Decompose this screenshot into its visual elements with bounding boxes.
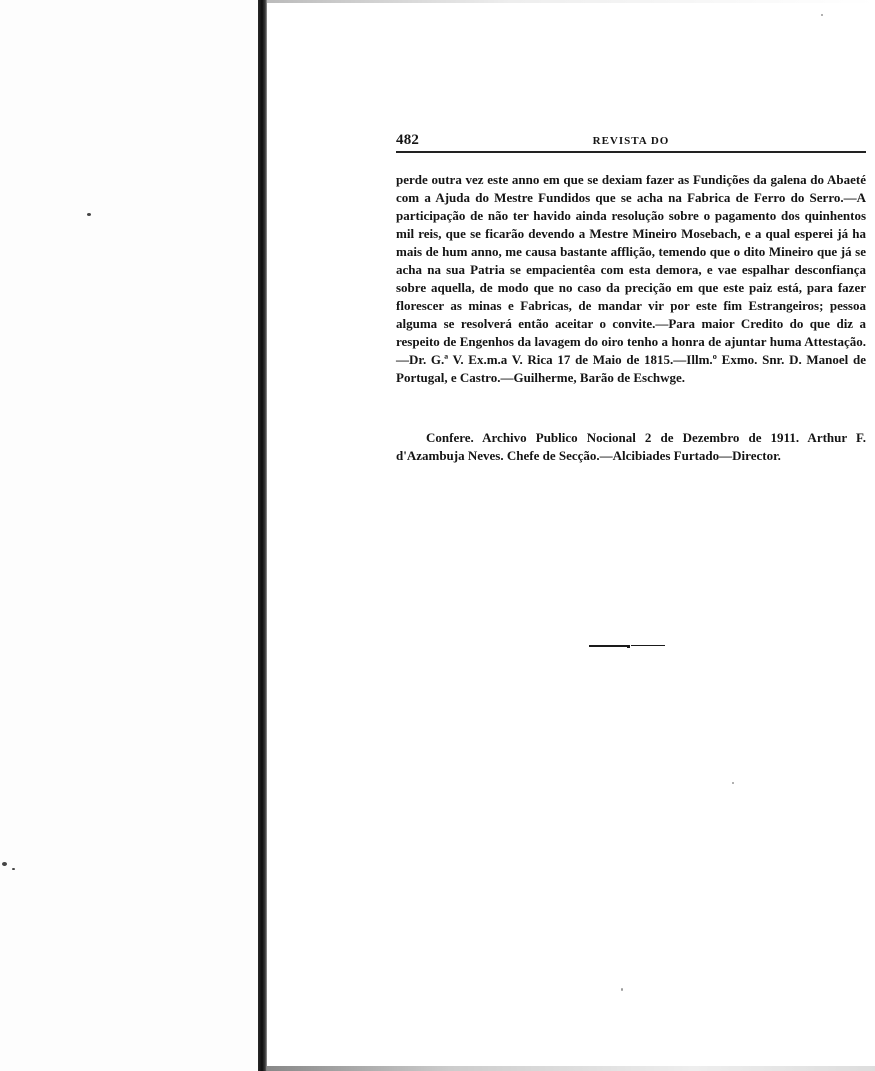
left-page-speck <box>87 213 91 216</box>
page-speck <box>621 988 623 991</box>
conference-note <box>396 429 866 465</box>
ornament-bar <box>589 645 629 647</box>
left-page-speck <box>2 862 7 866</box>
conference-paragraph: Confere. Archivo Publico Nocional 2 de Dezembro de 1911. Arthur F. d'Azambuja Neves. Chefe de Secção.—Alcibiades Furtado—Director. <box>396 430 866 463</box>
main-text <box>396 171 866 387</box>
closing-ornament-rule <box>589 645 669 649</box>
page-header <box>396 132 866 150</box>
book-gutter <box>258 0 267 1071</box>
right-page <box>267 0 875 1071</box>
ornament-dot <box>627 645 630 648</box>
page-speck <box>821 14 823 16</box>
ornament-bar <box>631 645 665 646</box>
left-page-speck <box>12 868 15 870</box>
running-title: REVISTA DO <box>592 135 670 147</box>
page-number: 482 <box>396 132 420 148</box>
body-paragraph: perde outra vez este anno em que se dexiam fazer as Fundições da galena do Abaeté com a Ajuda do Mestre Fundidos que se acha na Fabrica de Ferro do Serro.—A participação de não ter havido ainda resolução sobre o pagamento dos quinhentos mil reis, que se ficarão devendo a Mestre Mineiro Mosebach, e a qual esperei já ha mais de hum anno, me causa bastante afflição, temendo que o dito Mineiro que já se acha na sua Patria se empacientêa com esta demora, e vae espalhar desconfiança sobre aquella, de modo que no caso da precição em que este paiz está, para fazer florescer as minas e Fabricas, de mandar vir por este fim Estrangeiros; pessoa alguma se resolverá então aceitar o convite.—Para maior Credito do que diz a respeito de Engenhos da lavagem do oiro tenho a honra de ajuntar huma Attestação.—Dr. G.ª V. Ex.m.a V. Rica 17 de Maio de 1815.—Illm.º Exmo. Snr. D. Manoel de Portugal, e Castro.—Guilherme, Barão de Eschwge. <box>396 172 866 385</box>
left-page-blank <box>0 0 258 1071</box>
header-rule <box>396 151 866 153</box>
page-speck <box>732 782 734 784</box>
